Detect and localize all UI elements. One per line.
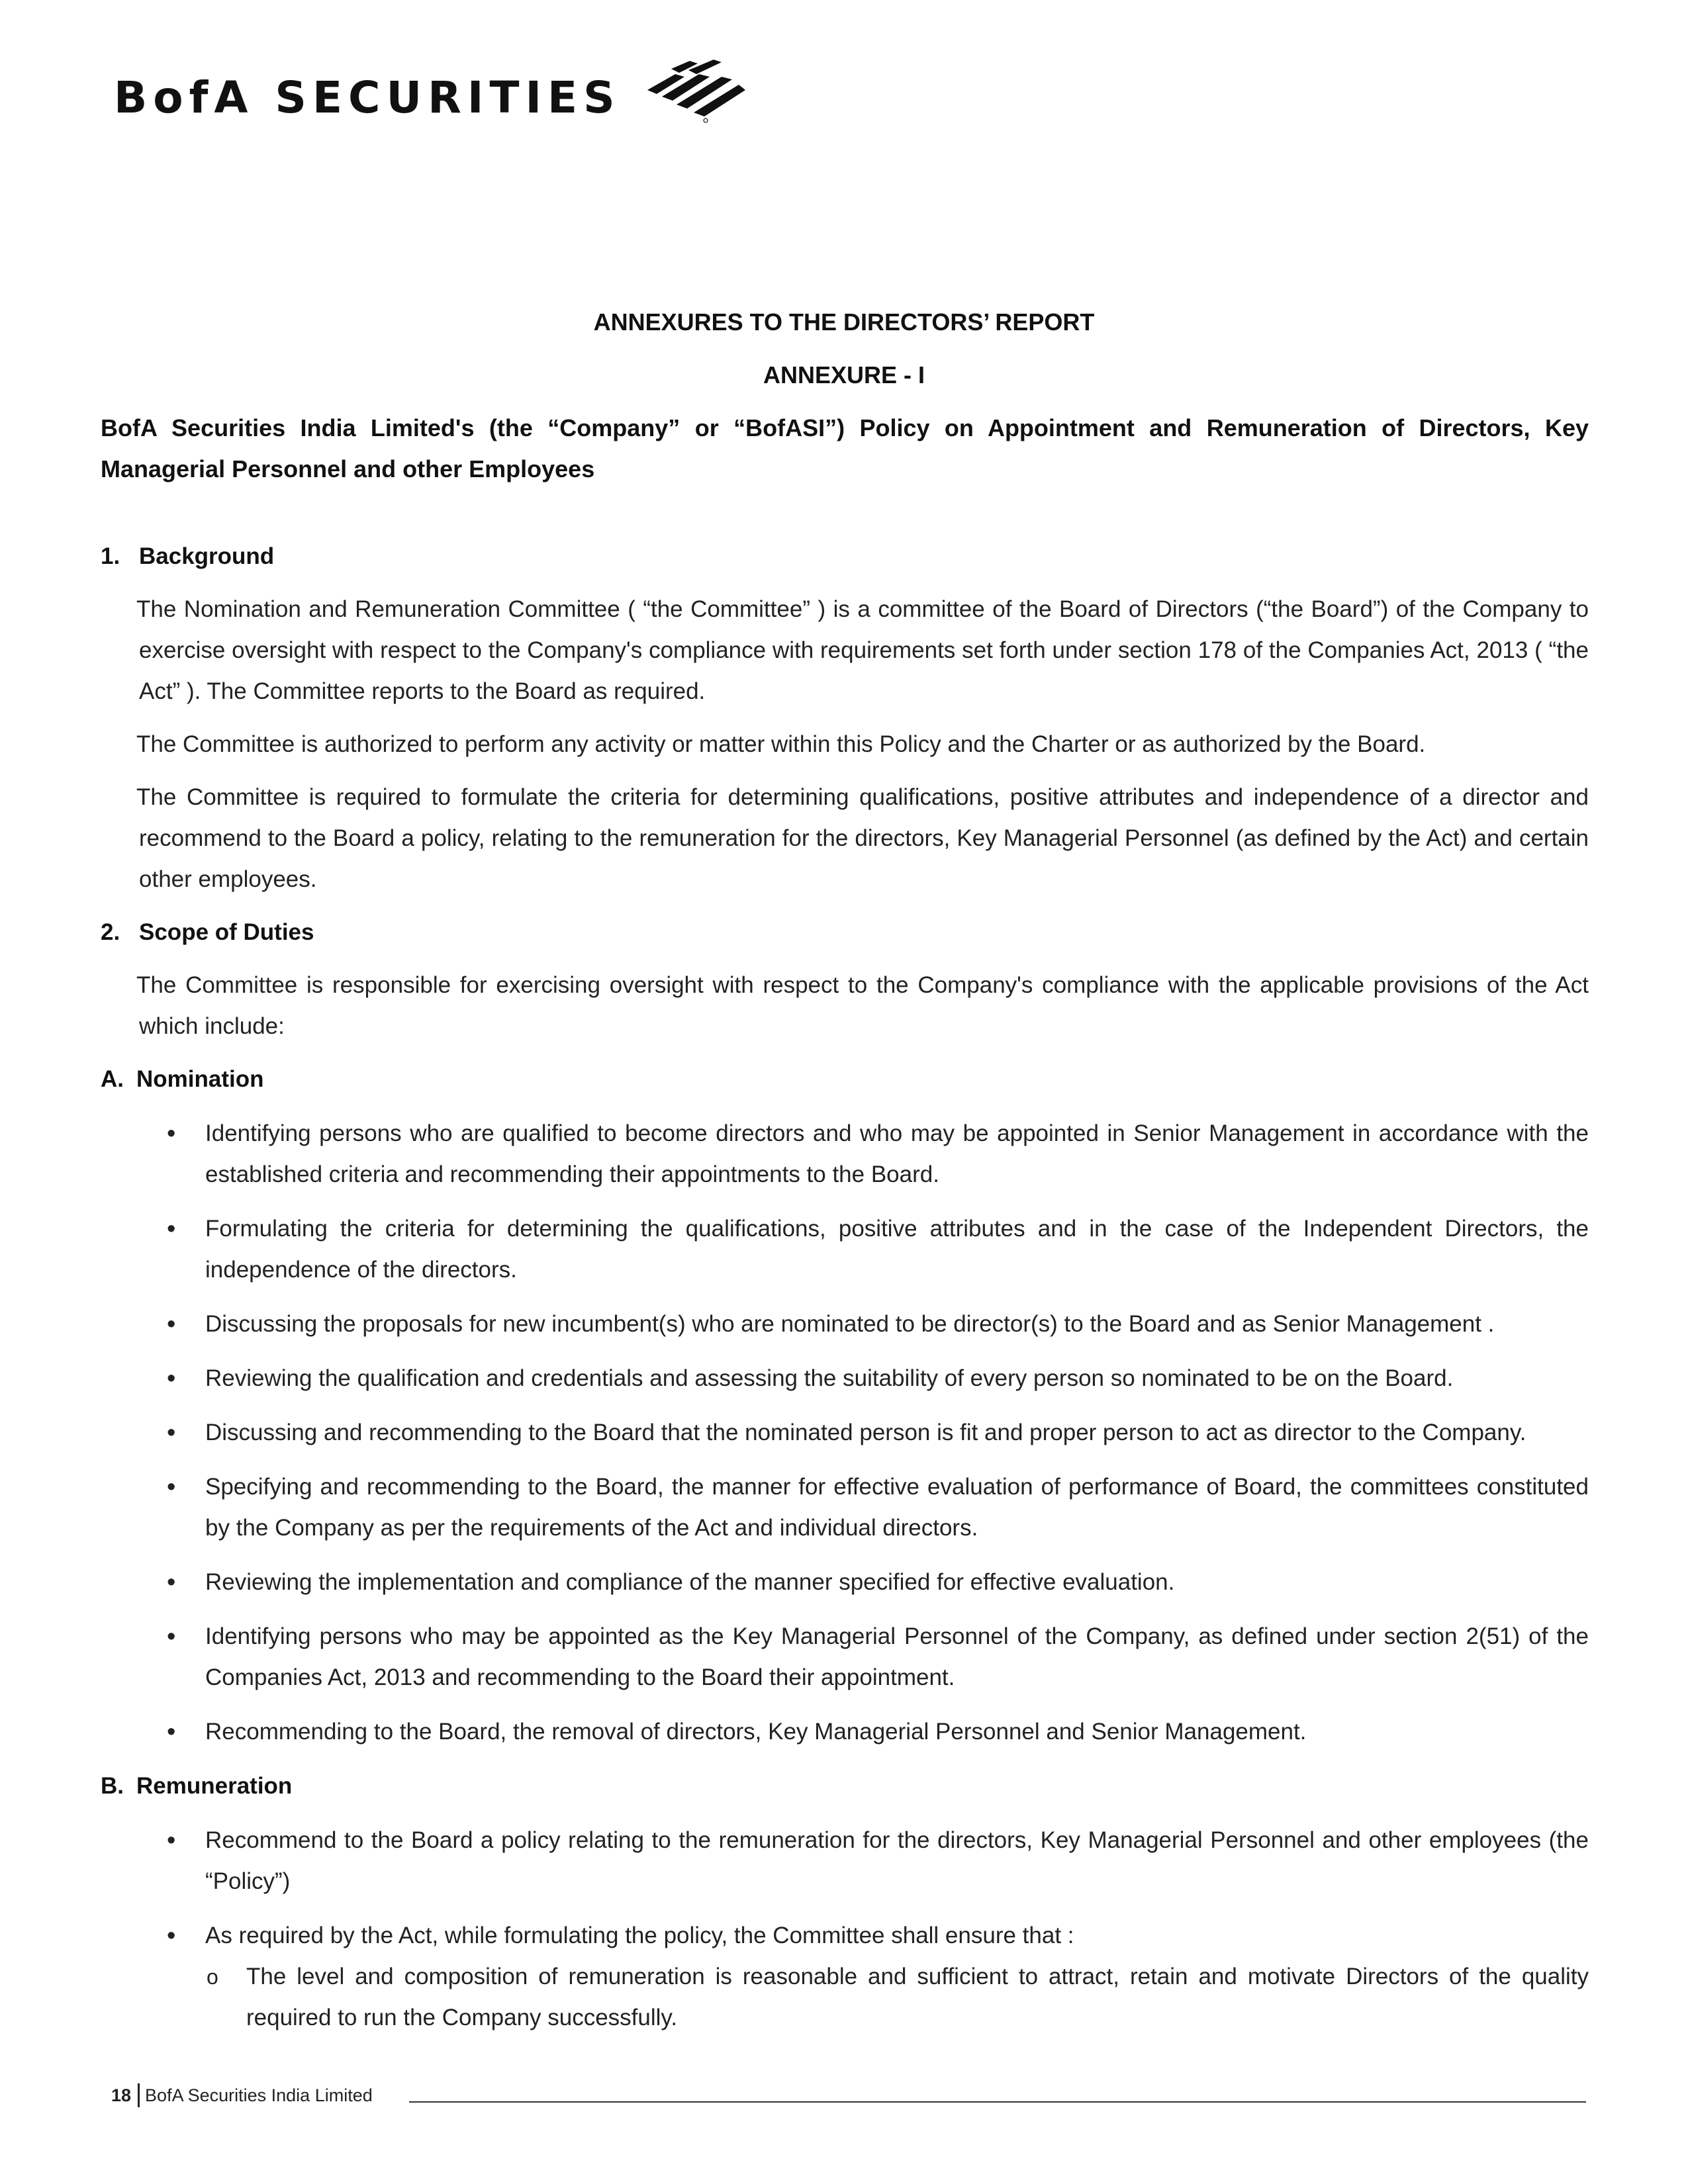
bofa-flag-icon <box>635 57 748 123</box>
paragraph: The Nomination and Remuneration Committee ( “the Committee” ) is a committee of the Board of Directors (“the Board”) of the Company to exercise oversight with respect to the Company's compliance with requirements set forth under section 178 of the Companies Act, 2013 ( “the Act” ). The Committee reports to the Board as required. <box>136 596 1589 704</box>
section-title: Background <box>139 543 275 569</box>
section-heading-scope <box>101 912 1589 953</box>
list-item: • As required by the Act, while formulating the policy, the Committee shall ensure that : <box>101 1915 1589 1956</box>
logo-text: BofA SECURITIES <box>114 71 621 123</box>
subsection-heading-remuneration <box>101 1766 1589 1807</box>
paragraph: The Committee is responsible for exercising oversight with respect to the Company's compliance with the applicable provisions of the Act which include: <box>136 972 1589 1039</box>
list-item: • Specifying and recommending to the Board, the manner for effective evaluation of performance of Board, the committees constituted by the Company as per the requirements of the Act and individual directors. <box>101 1467 1589 1549</box>
list-item: • Reviewing the qualification and credentials and assessing the suitability of every person so nominated to be on the Board. <box>101 1358 1589 1399</box>
list-item: • Identifying persons who may be appointed as the Key Managerial Personnel of the Company, as defined under section 2(51) of the Companies Act, 2013 and recommending to the Board their appointment. <box>101 1616 1589 1698</box>
sub-list-item: o The level and composition of remuneration is reasonable and sufficient to attract, retain and motivate Directors of the quality required to run the Company successfully. <box>101 1956 1589 2038</box>
page-number: 18 <box>111 2085 132 2105</box>
company-logo <box>114 71 748 123</box>
remuneration-sub-list <box>101 1956 1589 2038</box>
annexure-title: ANNEXURE - I <box>763 361 925 388</box>
paragraph: The Committee is authorized to perform any activity or matter within this Policy and the Charter or as authorized by the Board. <box>136 731 1426 757</box>
list-item: • Formulating the criteria for determining the qualifications, positive attributes and in the case of the Independent Directors, the independence of the directors. <box>101 1208 1589 1291</box>
page-footer <box>111 2083 373 2107</box>
list-item: • Discussing the proposals for new incumbent(s) who are nominated to be director(s) to the Board and as Senior Management . <box>101 1304 1589 1345</box>
subsection-letter: B. <box>101 1773 124 1799</box>
subsection-title: Nomination <box>136 1066 264 1092</box>
footer-separator <box>138 2083 140 2107</box>
paragraph: The Committee is required to formulate the criteria for determining qualifications, positive attributes and independence of a director and recommend to the Board a policy, relating to the remuneration for the directors, Key Managerial Personnel (as defined by the Act) and certain other employees. <box>136 784 1589 892</box>
nomination-list <box>101 1113 1589 1752</box>
list-item: • Discussing and recommending to the Board that the nominated person is fit and proper person to act as director to the Company. <box>101 1412 1589 1453</box>
list-item: • Identifying persons who are qualified to become directors and who may be appointed in Senior Management in accordance with the established criteria and recommending their appointments to the Board. <box>101 1113 1589 1195</box>
subsection-letter: A. <box>101 1066 124 1092</box>
list-item: • Recommend to the Board a policy relating to the remuneration for the directors, Key Managerial Personnel and other employees (the “Policy”) <box>101 1820 1589 1902</box>
section-number: 1. <box>101 543 120 569</box>
document-body <box>101 536 1589 2038</box>
policy-title: BofA Securities India Limited's (the “Company” or “BofASI”) Policy on Appointment and Remuneration of Directors, Key Managerial Personnel and other Employees <box>101 414 1589 482</box>
subsection-heading-nomination <box>101 1059 1589 1100</box>
section-title: Scope of Duties <box>139 919 314 945</box>
section-heading-background <box>101 536 1589 577</box>
report-title: ANNEXURES TO THE DIRECTORS’ REPORT <box>593 308 1095 336</box>
section-number: 2. <box>101 919 120 945</box>
remuneration-list <box>101 1820 1589 1956</box>
subsection-title: Remuneration <box>136 1773 293 1799</box>
footer-company: BofA Securities India Limited <box>145 2085 373 2105</box>
list-item: • Recommending to the Board, the removal of directors, Key Managerial Personnel and Senior Management. <box>101 1711 1589 1752</box>
list-item: • Reviewing the implementation and compliance of the manner specified for effective evaluation. <box>101 1562 1589 1603</box>
footer-rule <box>409 2101 1586 2103</box>
